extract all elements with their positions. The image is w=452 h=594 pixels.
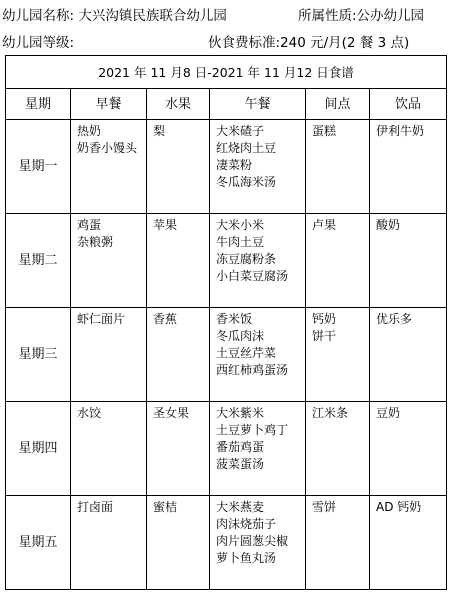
menu-item: 西红柿鸡蛋汤 [216,363,289,377]
day-name: 星期四 [6,402,71,496]
menu-item: 酸奶 [376,218,401,232]
drink-cell [370,496,446,515]
menu-item: 杂粮粥 [77,235,114,249]
menu-item: 梨 [153,124,166,138]
drink-cell [370,214,446,233]
drink-cell [370,402,446,421]
menu-item: 肉片圆葱尖椒 [216,534,289,548]
menu-item: 小白菜豆腐汤 [216,269,289,283]
column-header: 饮品 [370,89,447,120]
menu-item: 水饺 [77,406,102,420]
breakfast-cell [71,402,146,421]
column-header: 间点 [306,89,370,120]
menu-item: 香蕉 [153,312,178,326]
fruit-cell [147,402,209,421]
table-row [6,308,447,402]
menu-item: 红烧肉土豆 [216,141,277,155]
menu-item: 大米燕麦 [216,500,265,514]
menu-item: 圣女果 [153,406,190,420]
breakfast-cell [71,120,146,156]
lunch-cell [210,214,305,284]
menu-item: 豆奶 [376,406,401,420]
school-grade: 幼儿园等级: [2,35,75,51]
menu-item: 香米饭 [216,312,253,326]
breakfast-cell [71,308,146,327]
menu-item: 热奶 [77,124,102,138]
menu-item: 冬瓜海米汤 [216,175,277,189]
lunch-cell [210,496,305,566]
drink-cell [370,308,446,327]
menu-item: 菠菜蛋汤 [216,457,265,471]
menu-title: 2021 年 11 月8 日-2021 年 11 月12 日食谱 [6,56,447,89]
breakfast-cell [71,496,146,515]
menu-item: 大米碴子 [216,124,265,138]
column-header: 星期 [6,89,71,120]
menu-item: 牛肉土豆 [216,235,265,249]
menu-item: 肉沫烧茄子 [216,517,277,531]
menu-item: 番茄鸡蛋 [216,440,265,454]
menu-table [5,55,447,590]
menu-item: 蜜桔 [153,500,178,514]
menu-item: 江米条 [312,406,349,420]
menu-item: 奶香小馒头 [77,141,138,155]
menu-item: 凄菜粉 [216,158,253,172]
menu-item: 虾仁面片 [77,312,126,326]
snack-cell [306,496,369,515]
menu-item: 土豆萝卜鸡丁 [216,423,289,437]
menu-item: 卢果 [312,218,337,232]
snack-cell [306,214,369,233]
menu-item: 冬瓜肉沫 [216,329,265,343]
day-name: 星期三 [6,308,71,402]
lunch-cell [210,120,305,190]
table-row [6,402,447,496]
menu-item: 冻豆腐粉条 [216,252,277,266]
snack-cell [306,120,369,139]
menu-item: 苹果 [153,218,178,232]
column-header: 午餐 [210,89,306,120]
menu-item: 饼干 [312,329,337,343]
menu-item: 大米小米 [216,218,265,232]
menu-item: 鸡蛋 [77,218,102,232]
fruit-cell [147,496,209,515]
snack-cell [306,402,369,421]
table-row [6,214,447,308]
drink-cell [370,120,446,139]
menu-item: AD 钙奶 [376,500,422,514]
meal-fee: 伙食费标准:240 元/月(2 餐 3 点) [208,35,410,51]
fruit-cell [147,120,209,139]
table-row [6,496,447,590]
day-name: 星期二 [6,214,71,308]
lunch-cell [210,402,305,472]
menu-item: 蛋糕 [312,124,337,138]
menu-item: 打卤面 [77,500,114,514]
menu-item: 优乐多 [376,312,413,326]
day-name: 星期五 [6,496,71,590]
menu-item: 雪饼 [312,500,337,514]
fruit-cell [147,308,209,327]
day-name: 星期一 [6,120,71,214]
menu-item: 萝卜鱼丸汤 [216,551,277,565]
column-header: 早餐 [71,89,147,120]
menu-item: 大米紫米 [216,406,265,420]
lunch-cell [210,308,305,378]
menu-item: 土豆丝芹菜 [216,346,277,360]
fruit-cell [147,214,209,233]
school-property: 所属性质:公办幼儿园 [298,8,425,24]
snack-cell [306,308,369,344]
school-name: 幼儿园名称: 大兴沟镇民族联合幼儿园 [2,8,227,24]
breakfast-cell [71,214,146,250]
menu-item: 钙奶 [312,312,337,326]
table-row [6,120,447,214]
column-header: 水果 [147,89,210,120]
menu-item: 伊利牛奶 [376,124,425,138]
